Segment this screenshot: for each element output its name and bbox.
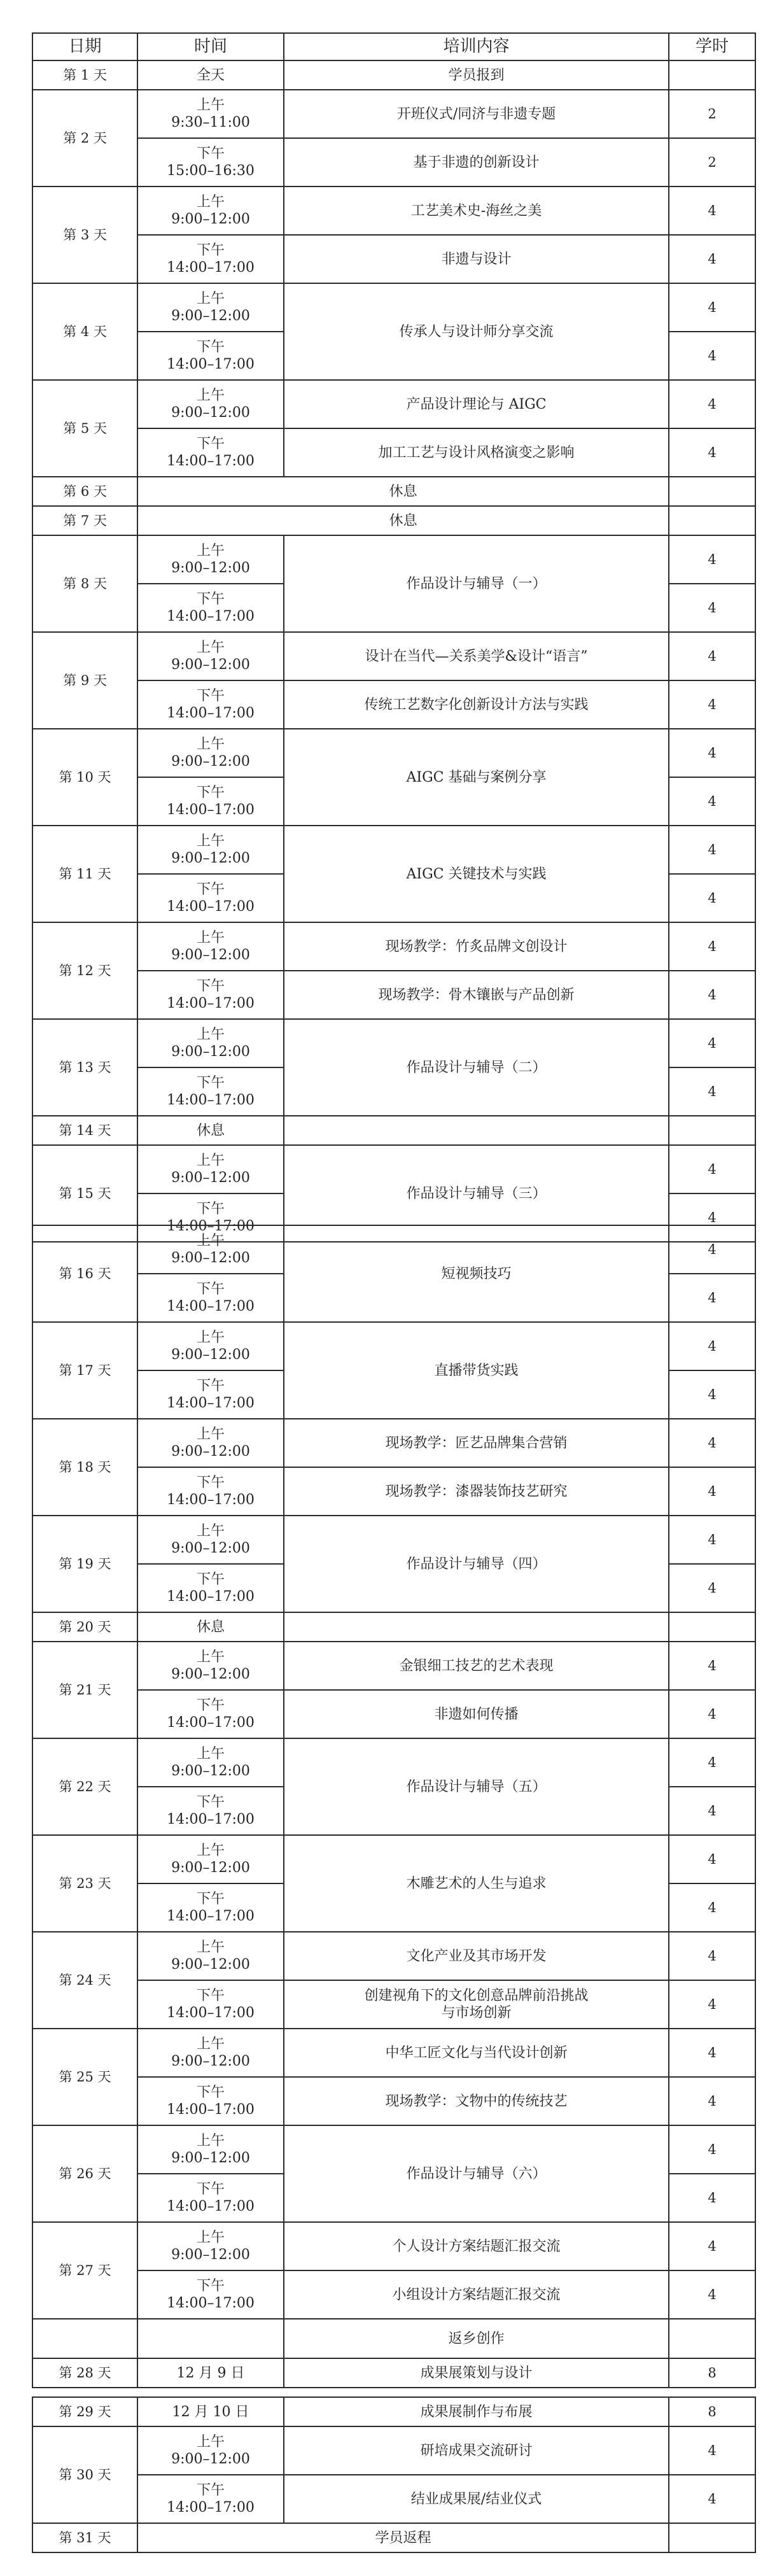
table-row — [32, 1419, 755, 1467]
table-row — [32, 1612, 755, 1642]
hours-cell: 4 — [669, 1738, 755, 1787]
time-cell: 休息 — [137, 1116, 284, 1145]
time-cell: 上午 9:30–11:00 — [137, 90, 284, 138]
time-cell: 休息 — [137, 1612, 284, 1642]
hours-cell: 4 — [669, 632, 755, 680]
hours-cell: 4 — [669, 1274, 755, 1322]
hours-cell: 4 — [669, 1787, 755, 1835]
content-cell: AIGC 关键技术与实践 — [284, 826, 669, 922]
time-cell: 上午 9:00–12:00 — [137, 1225, 284, 1274]
content-cell: 休息 — [137, 477, 669, 506]
hours-cell: 4 — [669, 1883, 755, 1932]
schedule-table-part-1 — [32, 32, 756, 1242]
hours-cell: 4 — [669, 1564, 755, 1612]
content-cell: 中华工匠文化与当代设计创新 — [284, 2029, 669, 2077]
time-cell: 下午 14:00–17:00 — [137, 1067, 284, 1116]
hours-cell: 4 — [669, 1642, 755, 1690]
hours-cell: 4 — [669, 283, 755, 332]
hours-cell: 4 — [669, 2174, 755, 2222]
table-row — [32, 2125, 755, 2174]
day-cell: 第 31 天 — [32, 2523, 137, 2552]
hours-cell — [669, 2319, 755, 2358]
time-cell: 下午 14:00–17:00 — [137, 584, 284, 632]
content-cell: 现场教学：竹炙品牌文创设计 — [284, 922, 669, 971]
day-cell: 第 19 天 — [32, 1516, 137, 1612]
table-header-row — [32, 33, 755, 60]
time-cell: 上午 9:00–12:00 — [137, 1516, 284, 1564]
time-cell: 上午 9:00–12:00 — [137, 380, 284, 428]
time-cell: 下午 14:00–17:00 — [137, 680, 284, 729]
table-row — [32, 1516, 755, 1564]
content-cell: 作品设计与辅导（五） — [284, 1738, 669, 1835]
schedule-table-part-3 — [32, 2397, 756, 2553]
content-cell: 休息 — [137, 506, 669, 535]
hours-cell: 4 — [669, 826, 755, 874]
hours-cell: 4 — [669, 1193, 755, 1242]
table-row — [32, 1145, 755, 1193]
content-cell: 现场教学：漆器装饰技艺研究 — [284, 1467, 669, 1516]
time-cell: 下午 14:00–17:00 — [137, 1690, 284, 1738]
day-cell: 第 23 天 — [32, 1835, 137, 1932]
day-cell: 第 5 天 — [32, 380, 137, 477]
table-row — [32, 138, 755, 187]
hours-cell: 4 — [669, 1690, 755, 1738]
day-cell: 第 17 天 — [32, 1322, 137, 1419]
hours-cell: 4 — [669, 584, 755, 632]
time-cell: 下午 14:00–17:00 — [137, 1980, 284, 2029]
day-cell: 第 20 天 — [32, 1612, 137, 1642]
hours-cell: 4 — [669, 332, 755, 380]
time-cell — [137, 2319, 284, 2358]
content-cell: 成果展策划与设计 — [284, 2358, 669, 2388]
hours-cell: 4 — [669, 1467, 755, 1516]
hours-cell: 4 — [669, 535, 755, 584]
content-cell: 加工工艺与设计风格演变之影响 — [284, 428, 669, 477]
hours-cell: 2 — [669, 90, 755, 138]
time-cell: 上午 9:00–12:00 — [137, 1019, 284, 1067]
day-cell: 第 9 天 — [32, 632, 137, 729]
table-row — [32, 2270, 755, 2319]
hours-cell: 4 — [669, 2270, 755, 2319]
time-cell: 上午 9:00–12:00 — [137, 1932, 284, 1980]
column-header-hours: 学时 — [669, 33, 755, 60]
day-cell: 第 10 天 — [32, 729, 137, 826]
day-cell: 第 29 天 — [32, 2397, 137, 2426]
time-cell: 下午 14:00–17:00 — [137, 1193, 284, 1242]
table-row — [32, 380, 755, 428]
day-cell: 第 4 天 — [32, 283, 137, 380]
schedule-table-part-2 — [32, 1225, 756, 2388]
table-row — [32, 2077, 755, 2125]
column-header-content: 培训内容 — [284, 33, 669, 60]
content-cell: 作品设计与辅导（四） — [284, 1516, 669, 1612]
hours-cell — [669, 477, 755, 506]
time-cell: 下午 14:00–17:00 — [137, 1274, 284, 1322]
hours-cell — [669, 2523, 755, 2552]
day-cell: 第 14 天 — [32, 1116, 137, 1145]
hours-cell: 4 — [669, 1370, 755, 1419]
hours-cell: 4 — [669, 1516, 755, 1564]
time-cell: 上午 9:00–12:00 — [137, 2125, 284, 2174]
day-cell: 第 1 天 — [32, 60, 137, 90]
hours-cell: 4 — [669, 1932, 755, 1980]
content-cell: 木雕艺术的人生与追求 — [284, 1835, 669, 1932]
hours-cell: 4 — [669, 1980, 755, 2029]
table-row — [32, 2475, 755, 2523]
hours-cell: 4 — [669, 777, 755, 826]
content-cell: 工艺美术史-海丝之美 — [284, 187, 669, 235]
day-cell: 第 12 天 — [32, 922, 137, 1019]
day-cell: 第 2 天 — [32, 90, 137, 187]
hours-cell: 4 — [669, 2426, 755, 2475]
time-cell: 上午 9:00–12:00 — [137, 826, 284, 874]
table-row — [32, 1019, 755, 1067]
day-cell: 第 15 天 — [32, 1145, 137, 1242]
hours-cell: 4 — [669, 428, 755, 477]
table-row — [32, 283, 755, 332]
time-cell: 下午 14:00–17:00 — [137, 1883, 284, 1932]
content-cell: 传统工艺数字化创新设计方法与实践 — [284, 680, 669, 729]
table-row — [32, 1322, 755, 1370]
table-row — [32, 428, 755, 477]
day-cell: 第 21 天 — [32, 1642, 137, 1738]
day-cell: 第 28 天 — [32, 2358, 137, 2388]
hours-cell: 4 — [669, 2125, 755, 2174]
hours-cell — [669, 506, 755, 535]
time-cell: 下午 14:00–17:00 — [137, 1467, 284, 1516]
table-row — [32, 90, 755, 138]
hours-cell: 4 — [669, 2222, 755, 2270]
table-row — [32, 971, 755, 1019]
time-cell: 12 月 10 日 — [137, 2397, 284, 2426]
table-row — [32, 235, 755, 283]
table-row — [32, 1932, 755, 1980]
table-row — [32, 2029, 755, 2077]
hours-cell: 4 — [669, 235, 755, 283]
day-cell: 第 30 天 — [32, 2426, 137, 2523]
hours-cell: 4 — [669, 1145, 755, 1193]
content-cell: 传承人与设计师分享交流 — [284, 283, 669, 380]
time-cell: 下午 14:00–17:00 — [137, 2475, 284, 2523]
time-cell: 下午 14:00–17:00 — [137, 874, 284, 922]
day-cell: 第 13 天 — [32, 1019, 137, 1116]
time-cell: 上午 9:00–12:00 — [137, 2222, 284, 2270]
time-cell: 上午 9:00–12:00 — [137, 632, 284, 680]
hours-cell — [669, 60, 755, 90]
hours-cell: 4 — [669, 2077, 755, 2125]
table-row — [32, 632, 755, 680]
hours-cell: 4 — [669, 2475, 755, 2523]
content-cell: 非遗如何传播 — [284, 1690, 669, 1738]
table-row — [32, 2523, 755, 2552]
hours-cell: 8 — [669, 2397, 755, 2426]
content-cell: 基于非遗的创新设计 — [284, 138, 669, 187]
content-cell: 金银细工技艺的艺术表现 — [284, 1642, 669, 1690]
table-row — [32, 2426, 755, 2475]
hours-cell: 4 — [669, 1322, 755, 1370]
day-cell: 第 6 天 — [32, 477, 137, 506]
table-row — [32, 2319, 755, 2358]
content-cell: 现场教学：文物中的传统技艺 — [284, 2077, 669, 2125]
content-cell: 作品设计与辅导（二） — [284, 1019, 669, 1116]
day-cell: 第 26 天 — [32, 2125, 137, 2222]
time-cell: 下午 15:00–16:30 — [137, 138, 284, 187]
table-row — [32, 922, 755, 971]
time-cell: 下午 14:00–17:00 — [137, 1564, 284, 1612]
day-cell: 第 24 天 — [32, 1932, 137, 2029]
content-cell: 设计在当代—关系美学&设计“语言” — [284, 632, 669, 680]
hours-cell: 4 — [669, 2029, 755, 2077]
day-cell: 第 16 天 — [32, 1225, 137, 1322]
hours-cell: 4 — [669, 922, 755, 971]
table-row — [32, 1738, 755, 1787]
content-cell: 学员报到 — [284, 60, 669, 90]
hours-cell: 4 — [669, 1067, 755, 1116]
table-row — [32, 826, 755, 874]
hours-cell: 4 — [669, 380, 755, 428]
time-cell: 上午 9:00–12:00 — [137, 2426, 284, 2475]
hours-cell: 4 — [669, 1419, 755, 1467]
content-cell: 文化产业及其市场开发 — [284, 1932, 669, 1980]
time-cell: 下午 14:00–17:00 — [137, 428, 284, 477]
time-cell: 上午 9:00–12:00 — [137, 283, 284, 332]
column-header-time: 时间 — [137, 33, 284, 60]
hours-cell: 4 — [669, 971, 755, 1019]
content-cell — [284, 1116, 669, 1145]
content-cell: 结业成果展/结业仪式 — [284, 2475, 669, 2523]
table-row — [32, 1690, 755, 1738]
content-cell: 作品设计与辅导（一） — [284, 535, 669, 632]
day-cell: 第 22 天 — [32, 1738, 137, 1835]
table-row — [32, 2222, 755, 2270]
hours-cell: 8 — [669, 2358, 755, 2388]
table-row — [32, 1467, 755, 1516]
time-cell: 上午 9:00–12:00 — [137, 2029, 284, 2077]
content-cell: 返乡创作 — [284, 2319, 669, 2358]
hours-cell — [669, 1116, 755, 1145]
time-cell: 上午 9:00–12:00 — [137, 729, 284, 777]
table-row — [32, 1835, 755, 1883]
content-cell: 学员返程 — [137, 2523, 669, 2552]
time-cell: 上午 9:00–12:00 — [137, 1322, 284, 1370]
hours-cell: 4 — [669, 1835, 755, 1883]
content-cell: 作品设计与辅导（六） — [284, 2125, 669, 2222]
day-cell: 第 3 天 — [32, 187, 137, 283]
time-cell: 下午 14:00–17:00 — [137, 235, 284, 283]
time-cell: 上午 9:00–12:00 — [137, 1419, 284, 1467]
time-cell: 上午 9:00–12:00 — [137, 1642, 284, 1690]
time-cell: 下午 14:00–17:00 — [137, 332, 284, 380]
table-row — [32, 1980, 755, 2029]
hours-cell: 4 — [669, 187, 755, 235]
content-cell: 直播带货实践 — [284, 1322, 669, 1419]
table-row — [32, 1225, 755, 1274]
time-cell: 上午 9:00–12:00 — [137, 1738, 284, 1787]
day-cell: 第 25 天 — [32, 2029, 137, 2125]
content-cell: 个人设计方案结题汇报交流 — [284, 2222, 669, 2270]
table-row — [32, 1642, 755, 1690]
content-cell: 成果展制作与布展 — [284, 2397, 669, 2426]
time-cell: 下午 14:00–17:00 — [137, 1787, 284, 1835]
time-cell: 下午 14:00–17:00 — [137, 1370, 284, 1419]
content-cell: 非遗与设计 — [284, 235, 669, 283]
day-cell: 第 18 天 — [32, 1419, 137, 1516]
day-cell: 第 8 天 — [32, 535, 137, 632]
day-cell: 第 7 天 — [32, 506, 137, 535]
table-row — [32, 1116, 755, 1145]
column-header-date: 日期 — [32, 33, 137, 60]
content-cell: 现场教学：骨木镶嵌与产品创新 — [284, 971, 669, 1019]
time-cell: 12 月 9 日 — [137, 2358, 284, 2388]
time-cell: 上午 9:00–12:00 — [137, 1145, 284, 1193]
hours-cell — [669, 1612, 755, 1642]
table-row — [32, 2397, 755, 2426]
hours-cell: 4 — [669, 874, 755, 922]
time-cell: 上午 9:00–12:00 — [137, 535, 284, 584]
time-cell: 全天 — [137, 60, 284, 90]
table-row — [32, 60, 755, 90]
content-cell — [284, 1612, 669, 1642]
hours-cell: 4 — [669, 1019, 755, 1067]
hours-cell: 2 — [669, 138, 755, 187]
table-row — [32, 477, 755, 506]
day-cell — [32, 2319, 137, 2358]
time-cell: 上午 9:00–12:00 — [137, 922, 284, 971]
time-cell: 下午 14:00–17:00 — [137, 971, 284, 1019]
content-cell: 开班仪式/同济与非遗专题 — [284, 90, 669, 138]
content-cell: 研培成果交流研讨 — [284, 2426, 669, 2475]
day-cell: 第 11 天 — [32, 826, 137, 922]
day-cell: 第 27 天 — [32, 2222, 137, 2319]
time-cell: 下午 14:00–17:00 — [137, 2270, 284, 2319]
content-cell: 产品设计理论与 AIGC — [284, 380, 669, 428]
time-cell: 下午 14:00–17:00 — [137, 2077, 284, 2125]
table-row — [32, 729, 755, 777]
time-cell: 下午 14:00–17:00 — [137, 2174, 284, 2222]
content-cell: 小组设计方案结题汇报交流 — [284, 2270, 669, 2319]
content-cell: 创建视角下的文化创意品牌前沿挑战 与市场创新 — [284, 1980, 669, 2029]
hours-cell: 4 — [669, 1225, 755, 1274]
table-row — [32, 506, 755, 535]
table-row — [32, 535, 755, 584]
table-row — [32, 680, 755, 729]
content-cell: 作品设计与辅导（三） — [284, 1145, 669, 1242]
content-cell: 现场教学：匠艺品牌集合营销 — [284, 1419, 669, 1467]
time-cell: 下午 14:00–17:00 — [137, 777, 284, 826]
table-row — [32, 187, 755, 235]
content-cell: AIGC 基础与案例分享 — [284, 729, 669, 826]
hours-cell: 4 — [669, 680, 755, 729]
time-cell: 上午 9:00–12:00 — [137, 1835, 284, 1883]
hours-cell: 4 — [669, 729, 755, 777]
content-cell: 短视频技巧 — [284, 1225, 669, 1322]
time-cell: 上午 9:00–12:00 — [137, 187, 284, 235]
table-row — [32, 2358, 755, 2388]
